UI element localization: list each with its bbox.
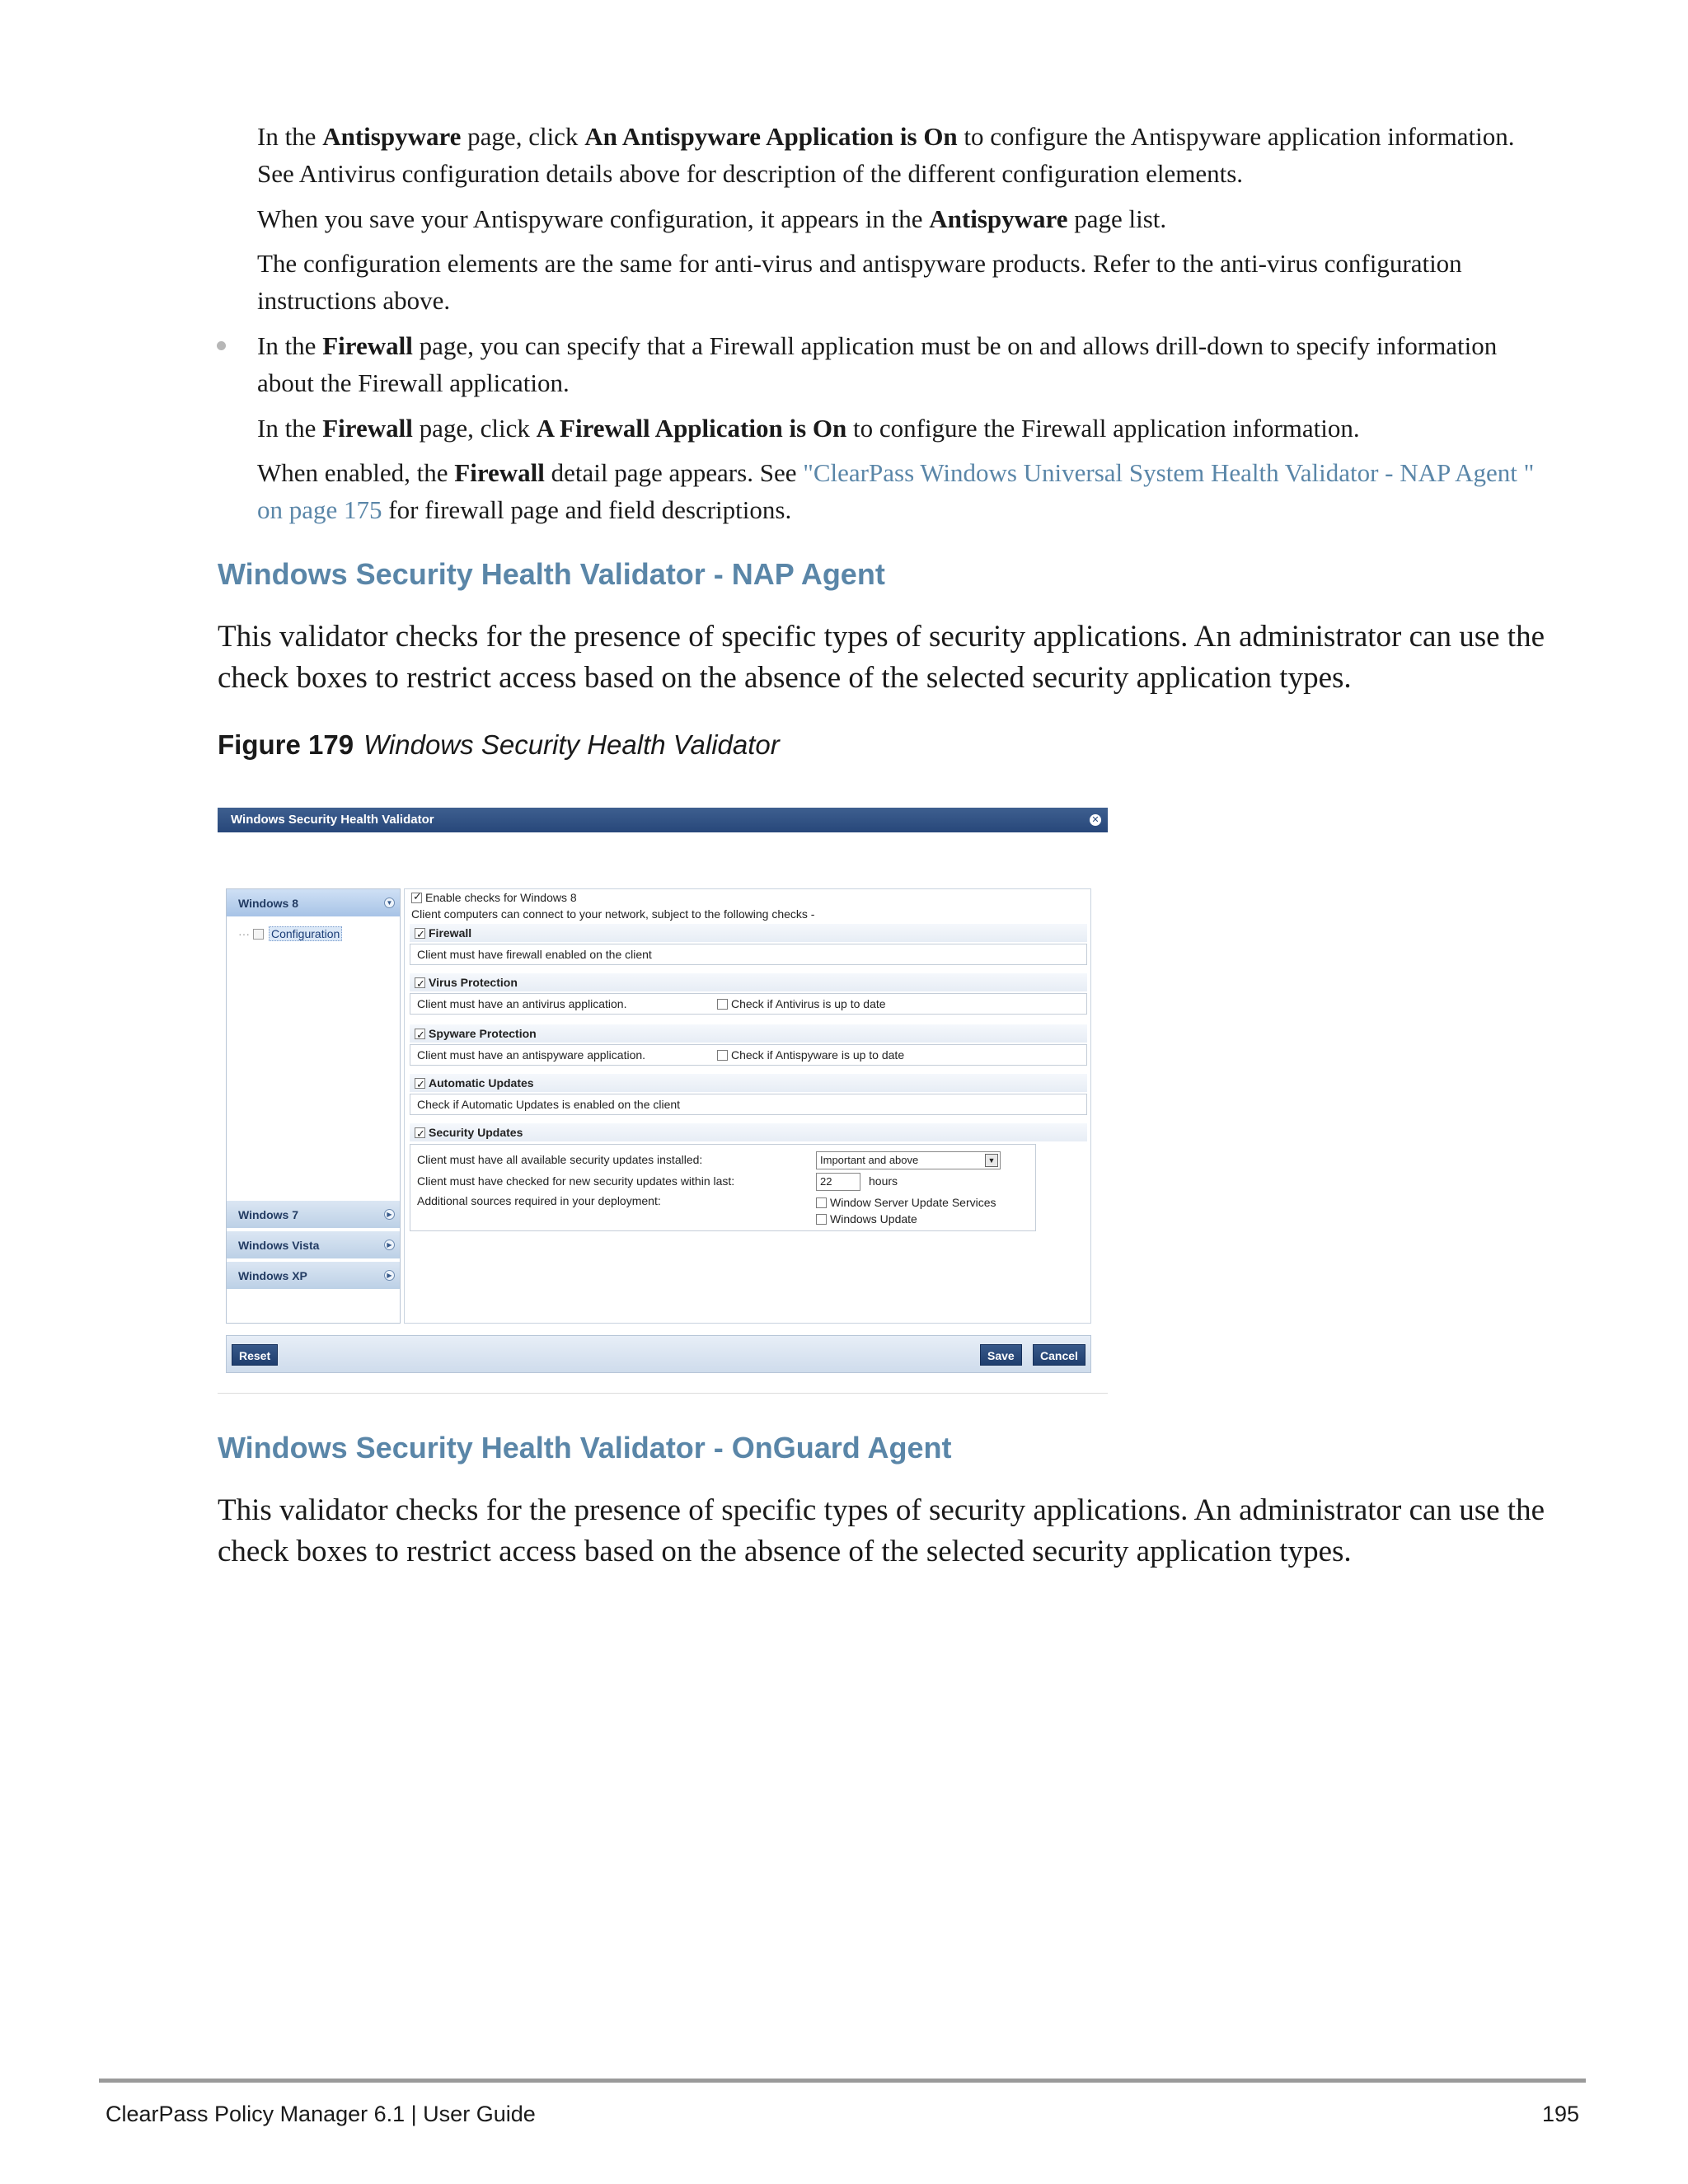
- wsus-option: [816, 1196, 996, 1209]
- firewall-text: Client must have firewall enabled on the client: [417, 948, 652, 961]
- wsus-checkbox[interactable]: [816, 1197, 827, 1208]
- antispyware-uptodate-checkbox[interactable]: [717, 1050, 728, 1061]
- security-updates-checkbox[interactable]: [415, 1127, 425, 1138]
- figure-divider: [218, 1393, 1108, 1394]
- wsus-label: Window Server Update Services: [830, 1196, 996, 1209]
- update-severity-value: Important and above: [820, 1154, 919, 1166]
- auto-updates-section-header: [410, 1074, 1087, 1092]
- antivirus-uptodate-label: Check if Antivirus is up to date: [731, 997, 886, 1010]
- sidebar-subitem-configuration[interactable]: [238, 927, 342, 940]
- expand-icon[interactable]: ▶: [384, 1240, 395, 1250]
- spyware-text: Client must have an antispyware application.: [417, 1048, 646, 1062]
- cancel-button[interactable]: Cancel: [1033, 1344, 1085, 1366]
- window-title: Windows Security Health Validator: [231, 813, 434, 827]
- footer-rule: [99, 2079, 1586, 2083]
- antispyware-uptodate-label: Check if Antispyware is up to date: [731, 1048, 905, 1062]
- sidebar-item-windows-8[interactable]: [227, 889, 400, 917]
- sidebar-item-windows-7[interactable]: [227, 1201, 400, 1229]
- hours-label: hours: [869, 1174, 898, 1188]
- section-body-nap-agent: This validator checks for the presence of specific types of security applications. An administrator can use the check boxes to restrict access based on the absence of the selected security application types.: [218, 620, 1545, 695]
- security-updates-box: [410, 1144, 1036, 1231]
- updates-checked-label: Client must have checked for new security updates within last:: [417, 1174, 735, 1188]
- additional-sources-label: Additional sources required in your deployment:: [417, 1194, 661, 1207]
- enable-checks-row: [411, 891, 577, 904]
- figure-screenshot: [218, 808, 1108, 1394]
- auto-updates-text: Check if Automatic Updates is enabled on the client: [417, 1098, 681, 1111]
- windows-update-checkbox[interactable]: [816, 1214, 827, 1225]
- intro-paragraph-antispyware-on: In the Antispyware page, click An Antispyware Application is On to configure the Antispyware application information. See Antivirus configuration details above for description of the different configuration elements.: [257, 122, 1515, 188]
- auto-updates-checkbox[interactable]: [415, 1078, 425, 1089]
- updates-installed-label: Client must have all available security updates installed:: [417, 1153, 703, 1166]
- enable-checks-label: Enable checks for Windows 8: [425, 891, 577, 904]
- page-number: 195: [1541, 2102, 1579, 2126]
- window-footer-bar: [226, 1335, 1091, 1373]
- auto-updates-title: Automatic Updates: [429, 1076, 534, 1090]
- firewall-title: Firewall: [429, 926, 472, 940]
- security-updates-title: Security Updates: [429, 1126, 523, 1139]
- bullet-icon: [217, 341, 226, 350]
- section-body-onguard-agent: This validator checks for the presence of specific types of security applications. An administrator can use the check boxes to restrict access based on the absence of the selected security application types.: [218, 1493, 1545, 1568]
- security-updates-section-header: [410, 1123, 1087, 1141]
- enable-checks-checkbox[interactable]: [411, 893, 422, 903]
- figure-caption: [218, 729, 780, 761]
- spyware-title: Spyware Protection: [429, 1027, 537, 1040]
- virus-section-box: [410, 993, 1087, 1015]
- virus-title: Virus Protection: [429, 976, 518, 989]
- intro-paragraph-antispyware-save: When you save your Antispyware configuration, it appears in the Antispyware page list.: [257, 204, 1167, 233]
- window-title-bar: [218, 808, 1108, 832]
- windows-update-label: Windows Update: [830, 1212, 917, 1226]
- virus-checkbox[interactable]: [415, 977, 425, 988]
- section-heading-nap-agent: Windows Security Health Validator - NAP Agent: [218, 557, 885, 591]
- antivirus-uptodate-checkbox[interactable]: [717, 999, 728, 1010]
- window-body: [218, 832, 1108, 1394]
- close-icon[interactable]: ✕: [1090, 814, 1101, 826]
- expand-icon[interactable]: ▶: [384, 1209, 395, 1220]
- auto-updates-section-box: [410, 1094, 1087, 1115]
- intro-paragraph-config-elements: The configuration elements are the same for anti-virus and antispyware products. Refer to the anti-virus configuration instructions above.: [257, 249, 1462, 315]
- tree-connector-icon: ···: [238, 927, 250, 940]
- section-heading-onguard-agent: Windows Security Health Validator - OnGuard Agent: [218, 1431, 952, 1465]
- figure-number: Figure 179: [218, 729, 354, 760]
- page-icon: [253, 929, 264, 940]
- sidebar-item-windows-vista[interactable]: [227, 1231, 400, 1259]
- save-button[interactable]: Save: [980, 1344, 1022, 1366]
- intro-paragraph-firewall: In the Firewall page, you can specify that a Firewall application must be on and allows drill-down to specify information about the Firewall application.: [257, 331, 1498, 397]
- virus-text: Client must have an antivirus application.: [417, 997, 627, 1010]
- antispyware-uptodate-row: [717, 1045, 904, 1065]
- intro-paragraph-firewall-on: In the Firewall page, click A Firewall Application is On to configure the Firewall application information.: [257, 414, 1360, 443]
- panel-subtitle: Client computers can connect to your network, subject to the following checks -: [411, 907, 815, 921]
- antivirus-uptodate-row: [717, 994, 886, 1014]
- sidebar-item-label: Windows XP: [238, 1269, 307, 1282]
- intro-paragraph-firewall-detail: When enabled, the Firewall detail page appears. See "ClearPass Windows Universal System Health Validator - NAP Agent " on page 175 for firewall page and field descriptions.: [257, 458, 1535, 524]
- firewall-section-box: [410, 944, 1087, 965]
- sidebar-item-label: Windows 8: [238, 897, 298, 910]
- windows-update-option: [816, 1212, 917, 1226]
- figure-title: Windows Security Health Validator: [363, 729, 780, 760]
- sidebar-item-label: Windows 7: [238, 1208, 298, 1221]
- sidebar-subitem-label: Configuration: [269, 926, 342, 941]
- collapse-icon[interactable]: ▼: [384, 898, 395, 908]
- config-panel: [404, 888, 1091, 1324]
- expand-icon[interactable]: ▶: [384, 1270, 395, 1281]
- sidebar-item-label: Windows Vista: [238, 1239, 320, 1252]
- chevron-down-icon[interactable]: ▼: [985, 1154, 998, 1167]
- os-sidebar: [226, 888, 401, 1324]
- spyware-section-header: [410, 1024, 1087, 1043]
- spyware-checkbox[interactable]: [415, 1029, 425, 1039]
- sidebar-item-windows-xp[interactable]: [227, 1262, 400, 1290]
- footer-guide-title: ClearPass Policy Manager 6.1 | User Guide: [106, 2102, 536, 2126]
- reset-button[interactable]: Reset: [232, 1344, 278, 1366]
- firewall-checkbox[interactable]: [415, 928, 425, 939]
- update-severity-select[interactable]: [816, 1151, 1001, 1169]
- firewall-section-header: [410, 924, 1087, 942]
- cross-reference-link[interactable]: "ClearPass Windows Universal System Health Validator - NAP Agent " on page 175: [257, 458, 1535, 524]
- update-hours-input[interactable]: 22: [816, 1173, 860, 1191]
- virus-section-header: [410, 973, 1087, 991]
- spyware-section-box: [410, 1044, 1087, 1066]
